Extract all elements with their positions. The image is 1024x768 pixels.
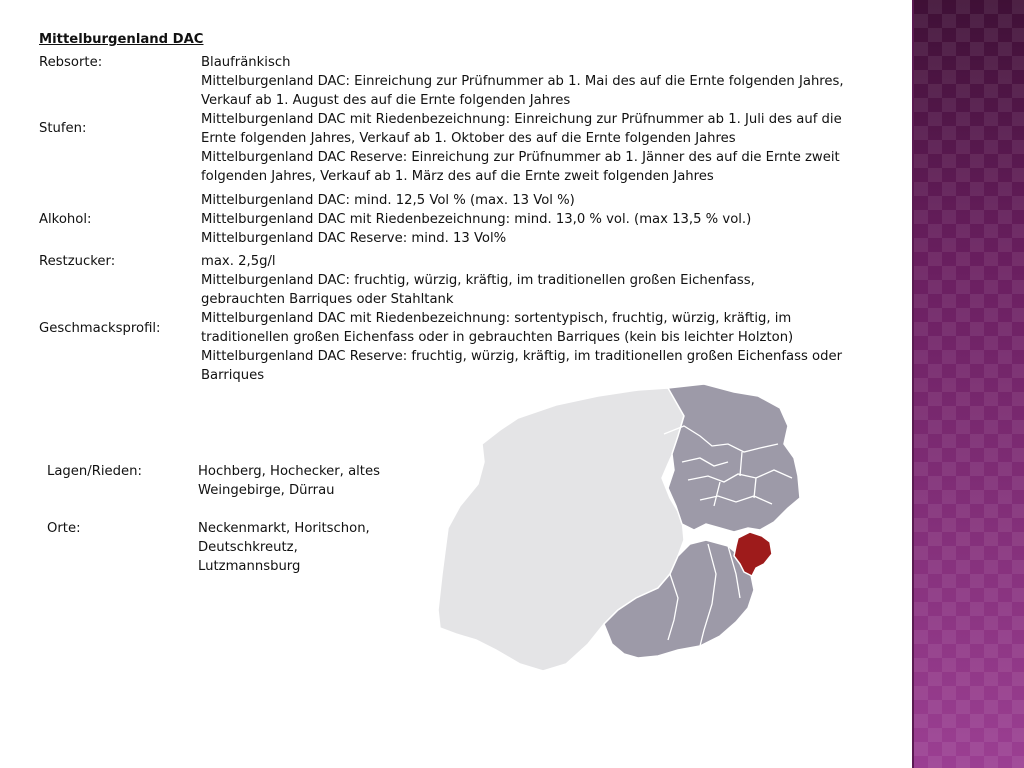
geschmack-line: Mittelburgenland DAC: fruchtig, würzig, kräftig, im traditionellen großen Eichenfass, bbox=[201, 273, 755, 288]
orte-line: Neckenmarkt, Horitschon, bbox=[198, 521, 370, 536]
geschmack-line: gebrauchten Barriques oder Stahltank bbox=[201, 292, 454, 307]
lagen-label: Lagen/Rieden: bbox=[47, 464, 142, 479]
alkohol-line: Mittelburgenland DAC Reserve: mind. 13 Vol% bbox=[201, 231, 507, 246]
document-title: Mittelburgenland DAC bbox=[39, 32, 204, 47]
austria-wine-region-map bbox=[438, 378, 810, 676]
row-rebsorte bbox=[39, 52, 899, 72]
lagen-line: Hochberg, Hochecker, altes bbox=[198, 464, 380, 479]
orte-block bbox=[47, 519, 370, 576]
geschmack-line: Mittelburgenland DAC mit Riedenbezeichnung: sortentypisch, fruchtig, würzig, kräftig, im bbox=[201, 311, 792, 326]
geschmack-label: Geschmacksprofil: bbox=[39, 320, 161, 336]
alkohol-label: Alkohol: bbox=[39, 212, 92, 227]
rebsorte-value: Blaufränkisch bbox=[201, 54, 291, 70]
orte-value bbox=[198, 519, 370, 576]
lagen-value bbox=[198, 462, 380, 500]
stufen-line: Ernte folgenden Jahres, Verkauf ab 1. Oktober des auf die Ernte folgenden Jahres bbox=[201, 130, 736, 146]
row-alkohol bbox=[39, 189, 899, 250]
lagen-line: Weingebirge, Dürrau bbox=[198, 483, 335, 498]
stufen-line: Mittelburgenland DAC: Einreichung zur Prüfnummer ab 1. Mai des auf die Ernte folgenden Jahres, bbox=[201, 73, 844, 89]
orte-line: Lutzmannsburg bbox=[198, 559, 301, 574]
lagen-block bbox=[47, 462, 380, 500]
geschmack-line: traditionellen großen Eichenfass oder in gebrauchten Barriques (kein bis leichter Holzton) bbox=[201, 330, 794, 345]
row-stufen bbox=[39, 72, 899, 185]
decorative-side-band bbox=[912, 0, 1024, 768]
stufen-line: folgenden Jahres, Verkauf ab 1. März des auf die Ernte zweit folgenden Jahres bbox=[201, 168, 714, 184]
geschmack-value bbox=[201, 271, 899, 385]
alkohol-line: Mittelburgenland DAC mit Riedenbezeichnung: mind. 13,0 % vol. (max 13,5 % vol.) bbox=[201, 212, 752, 227]
row-geschmacksprofil bbox=[39, 272, 899, 384]
orte-label: Orte: bbox=[47, 521, 81, 536]
restzucker-value: max. 2,5g/l bbox=[201, 253, 276, 269]
rebsorte-label: Rebsorte: bbox=[39, 54, 103, 70]
stufen-label: Stufen: bbox=[39, 121, 87, 136]
wine-region-north bbox=[668, 384, 800, 532]
restzucker-label: Restzucker: bbox=[39, 253, 116, 269]
stufen-line: Mittelburgenland DAC Reserve: Einreichung zur Prüfnummer ab 1. Jänner des auf die Ernte zweit bbox=[201, 149, 840, 165]
stufen-line: Mittelburgenland DAC mit Riedenbezeichnung: Einreichung zur Prüfnummer ab 1. Juli des auf die bbox=[201, 111, 842, 127]
alkohol-value bbox=[201, 191, 899, 248]
orte-line: Deutschkreutz, bbox=[198, 540, 298, 555]
geschmack-line: Barriques bbox=[201, 368, 265, 383]
stufen-line: Verkauf ab 1. August des auf die Ernte folgenden Jahres bbox=[201, 92, 571, 108]
wine-spec-document bbox=[39, 30, 899, 384]
row-restzucker bbox=[39, 250, 899, 272]
stufen-value bbox=[201, 72, 899, 186]
geschmack-line: Mittelburgenland DAC Reserve: fruchtig, würzig, kräftig, im traditionellen großen Eichenfass oder bbox=[201, 349, 843, 364]
alkohol-line: Mittelburgenland DAC: mind. 12,5 Vol % (max. 13 Vol %) bbox=[201, 193, 575, 208]
